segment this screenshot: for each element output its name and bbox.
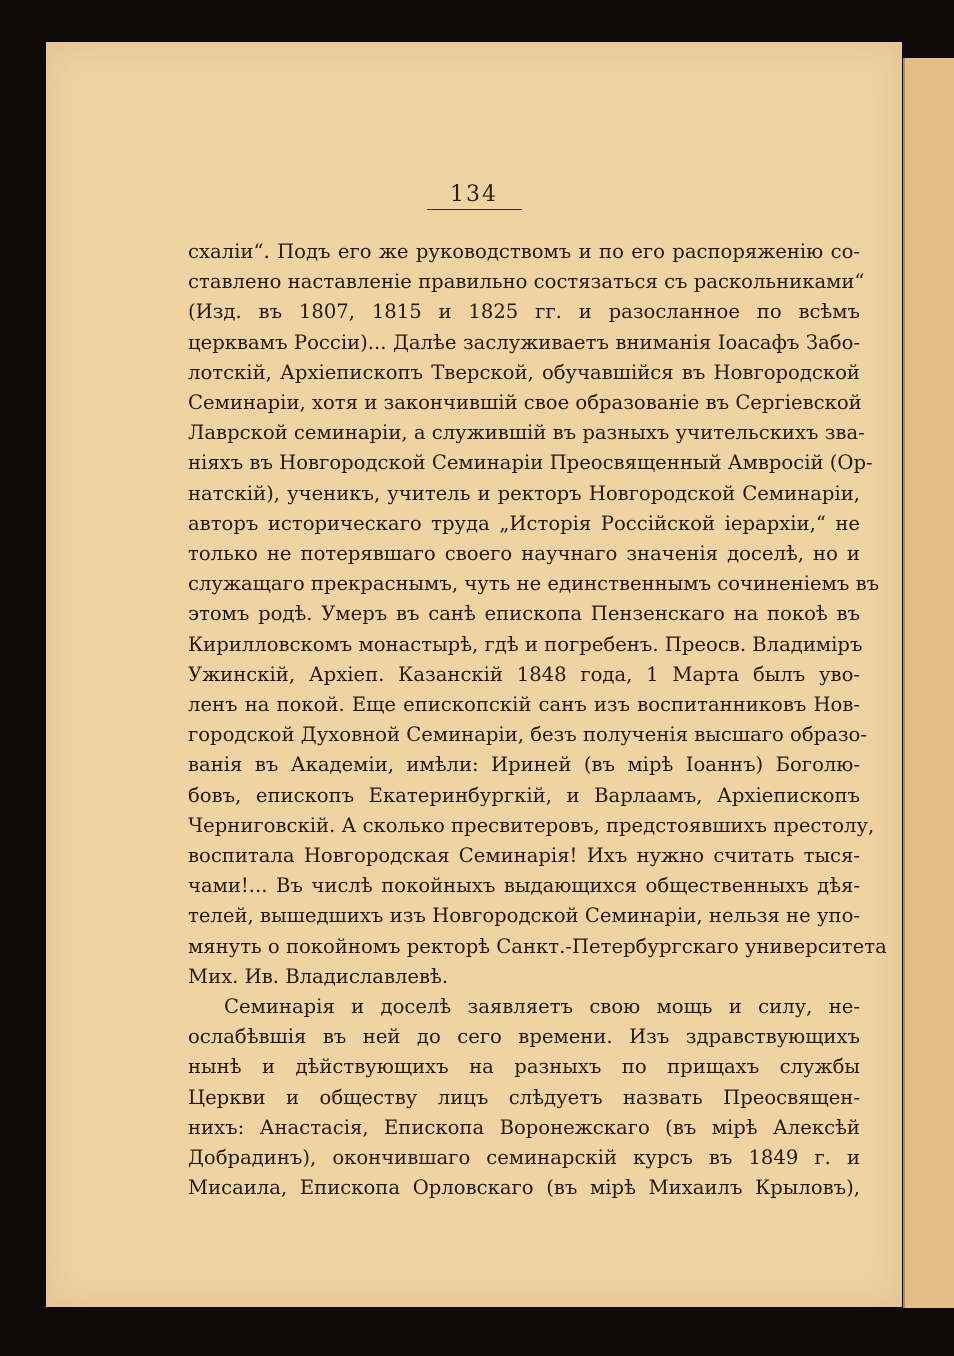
page-number-text: 134: [450, 182, 498, 207]
text-line: этомъ родѣ. Умеръ въ санѣ епископа Пензенскаго на покоѣ въ: [188, 602, 860, 626]
text-line: только не потерявшаго своего научнаго значенія доселѣ, но и: [188, 542, 860, 566]
text-line: бовъ, епископъ Екатеринбургкій, и Варлаамъ, Архіепископъ: [188, 783, 860, 807]
text-line: воспитала Новгородская Семинарія! Ихъ нужно считать тыся-: [188, 844, 860, 868]
text-line: чами!... Въ числѣ покойныхъ выдающихся общественныхъ дѣя-: [188, 874, 860, 898]
text-line: Мих. Ив. Владиславлевѣ.: [188, 964, 449, 988]
text-line: ніяхъ въ Новгородской Семинаріи Преосвященный Амвросій (Ор-: [188, 451, 873, 475]
adjacent-page-edge: [903, 58, 954, 1308]
text-line: нынѣ и дѣйствующихъ на разныхъ по прищахъ службы: [188, 1055, 860, 1079]
text-line: лотскій, Архіепископъ Тверской, обучавшійся въ Новгородской: [188, 360, 860, 384]
text-line: церквамъ Россіи)... Далѣе заслуживаетъ вниманія Іоасафъ Забо-: [188, 330, 860, 354]
text-line: ленъ на покой. Еще епископскій санъ изъ воспитанниковъ Нов-: [188, 693, 860, 717]
page-number-rule: [427, 209, 522, 210]
text-line: телей, вышедшихъ изъ Новгородской Семинаріи, нельзя не упо-: [188, 904, 860, 928]
text-line: Добрадинъ), окончившаго семинарскій курсъ въ 1849 г. и: [188, 1146, 860, 1170]
paragraph-1: [188, 237, 887, 992]
text-line: ослабѣвшія въ ней до сего времени. Изъ здравствующихъ: [188, 1025, 860, 1049]
text-line: ванія въ Академіи, имѣли: Ириней (въ мірѣ Іоаннъ) Боголю-: [188, 753, 860, 777]
book-page: [46, 42, 902, 1307]
text-line: Мисаила, Епископа Орловскаго (въ мірѣ Михаилъ Крыловъ),: [188, 1176, 860, 1200]
text-line: Кирилловскомъ монастырѣ, гдѣ и погребенъ. Преосв. Владиміръ: [188, 632, 863, 656]
page-text: [188, 237, 887, 1204]
text-line: (Изд. въ 1807, 1815 и 1825 гг. и разосланное по всѣмъ: [188, 300, 860, 324]
text-line: Лаврской семинаріи, а служившій въ разныхъ учительскихъ зва-: [188, 421, 865, 445]
text-line: Церкви и обществу лицъ слѣдуетъ назвать Преосвящен-: [188, 1085, 860, 1109]
text-line: Семинаріи, хотя и закончившій свое образованіе въ Сергіевской: [188, 391, 862, 415]
text-line: авторъ историческаго труда „Исторія Россійской іерархіи,“ не: [188, 511, 860, 535]
text-line: мянуть о покойномъ ректорѣ Санкт.-Петербургскаго университета: [188, 934, 887, 958]
text-line: Семинарія и доселѣ заявляетъ свою мощь и силу, не-: [224, 995, 860, 1019]
paragraph-2: [188, 992, 860, 1203]
text-line: Ужинскій, Архіеп. Казанскій 1848 года, 1 Марта былъ уво-: [188, 662, 860, 686]
text-line: нихъ: Анастасія, Епископа Воронежскаго (въ мірѣ Алексѣй: [188, 1115, 860, 1139]
text-line: натскій), ученикъ, учитель и ректоръ Новгородской Семинаріи,: [188, 481, 860, 505]
text-line: Черниговскій. А сколько пресвитеровъ, предстоявшихъ престолу,: [188, 813, 875, 837]
page-number: [46, 182, 902, 210]
text-line: схаліи“. Подъ его же руководствомъ и по его распоряженію со-: [188, 240, 860, 263]
text-line: служащаго прекраснымъ, чуть не единственнымъ сочиненіемъ въ: [188, 572, 880, 596]
text-line: ставлено наставленіе правильно состязаться съ раскольниками“: [188, 270, 865, 294]
text-line: городской Духовной Семинаріи, безъ полученія высшаго образо-: [188, 723, 867, 747]
